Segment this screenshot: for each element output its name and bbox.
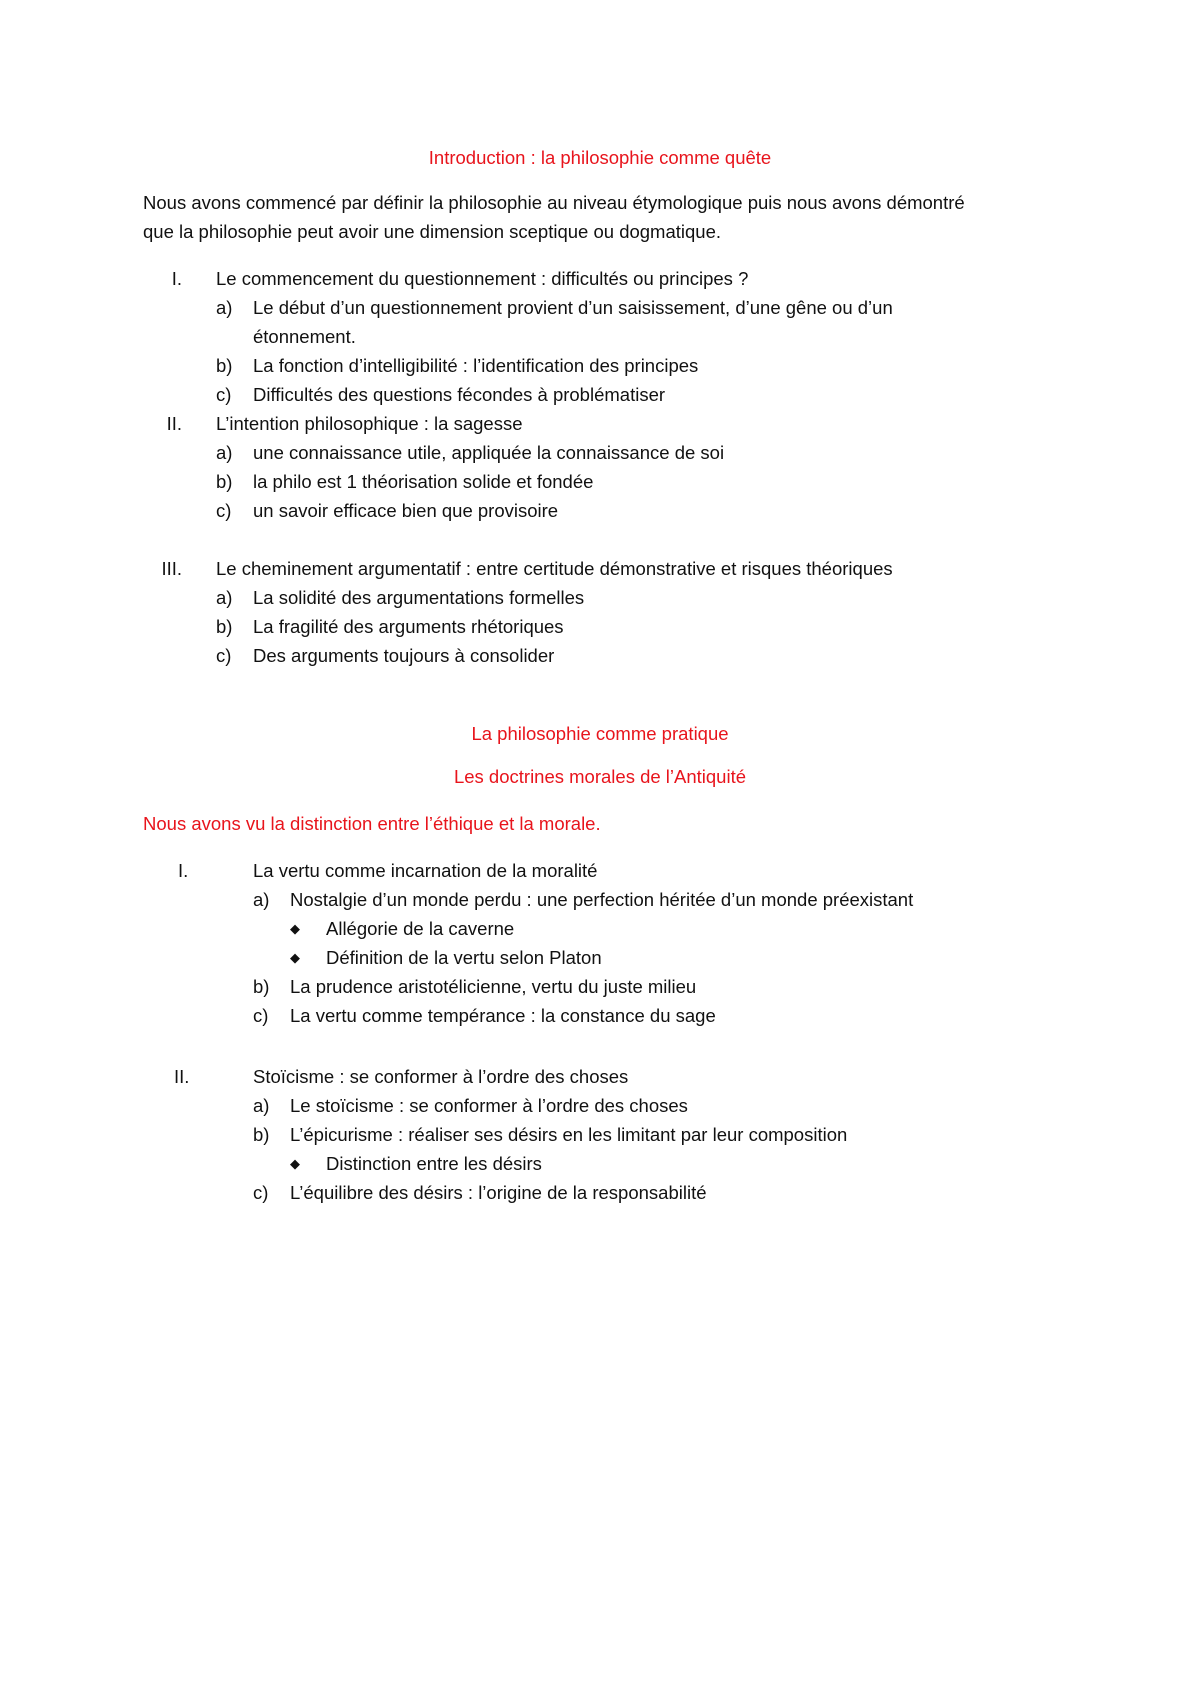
diamond-bullet-icon: ◆ [290, 950, 300, 965]
bullet-text: Allégorie de la caverne [326, 918, 515, 939]
item-letter: a) [216, 442, 233, 463]
item-text: La fragilité des arguments rhétoriques [253, 616, 564, 637]
item-text: la philo est 1 théorisation solide et fondée [253, 471, 594, 492]
diamond-bullet-icon: ◆ [290, 1156, 300, 1171]
item-letter: a) [253, 889, 270, 910]
item-letter: c) [253, 1182, 269, 1203]
section-numeral: I. [178, 860, 189, 881]
section-title: Le cheminement argumentatif : entre certitude démonstrative et risques théoriques [216, 558, 893, 579]
section-title: Le commencement du questionnement : difficultés ou principes ? [216, 268, 749, 289]
intro-paragraph-line: Nous avons commencé par définir la philosophie au niveau étymologique puis nous avons démontré [143, 192, 965, 213]
pratique-title: La philosophie comme pratique [471, 723, 729, 744]
item-text: une connaissance utile, appliquée la connaissance de soi [253, 442, 725, 463]
section-numeral: III. [161, 558, 182, 579]
item-text: Difficultés des questions fécondes à problématiser [253, 384, 666, 405]
distinction-line: Nous avons vu la distinction entre l’éthique et la morale. [143, 813, 601, 834]
item-letter: c) [253, 1005, 269, 1026]
bullet-text: Définition de la vertu selon Platon [326, 947, 602, 968]
item-letter: a) [216, 587, 233, 608]
item-letter: c) [216, 645, 232, 666]
section-numeral: I. [171, 268, 182, 289]
item-letter: b) [216, 355, 233, 376]
item-text: La vertu comme tempérance : la constance du sage [290, 1005, 716, 1026]
doctrines-title: Les doctrines morales de l’Antiquité [453, 766, 747, 787]
item-text: L’équilibre des désirs : l’origine de la responsabilité [290, 1182, 707, 1203]
item-text: La prudence aristotélicienne, vertu du juste milieu [290, 976, 697, 997]
item-text: L’épicurisme : réaliser ses désirs en les limitant par leur composition [290, 1124, 848, 1145]
item-letter: c) [216, 500, 232, 521]
item-text: étonnement. [253, 326, 356, 347]
section-title: L’intention philosophique : la sagesse [216, 413, 523, 434]
item-letter: c) [216, 384, 232, 405]
section-numeral: II. [166, 413, 182, 434]
item-text: un savoir efficace bien que provisoire [253, 500, 559, 521]
item-letter: a) [253, 1095, 270, 1116]
item-letter: b) [253, 1124, 270, 1145]
item-letter: b) [253, 976, 270, 997]
intro-paragraph-line: que la philosophie peut avoir une dimension sceptique ou dogmatique. [143, 221, 722, 242]
item-letter: b) [216, 616, 233, 637]
section-title: Stoïcisme : se conformer à l’ordre des choses [253, 1066, 629, 1087]
diamond-bullet-icon: ◆ [290, 921, 300, 936]
item-text: La fonction d’intelligibilité : l’identification des principes [253, 355, 699, 376]
bullet-text: Distinction entre les désirs [326, 1153, 542, 1174]
section-numeral: II. [174, 1066, 190, 1087]
item-text: Des arguments toujours à consolider [253, 645, 555, 666]
item-letter: b) [216, 471, 233, 492]
item-text: La solidité des argumentations formelles [253, 587, 585, 608]
item-text: Le stoïcisme : se conformer à l’ordre des choses [290, 1095, 688, 1116]
item-text: Nostalgie d’un monde perdu : une perfection héritée d’un monde préexistant [290, 889, 914, 910]
item-letter: a) [216, 297, 233, 318]
item-text: Le début d’un questionnement provient d’un saisissement, d’une gêne ou d’un [253, 297, 893, 318]
intro-title: Introduction : la philosophie comme quête [428, 147, 772, 168]
section-title: La vertu comme incarnation de la moralité [253, 860, 598, 881]
